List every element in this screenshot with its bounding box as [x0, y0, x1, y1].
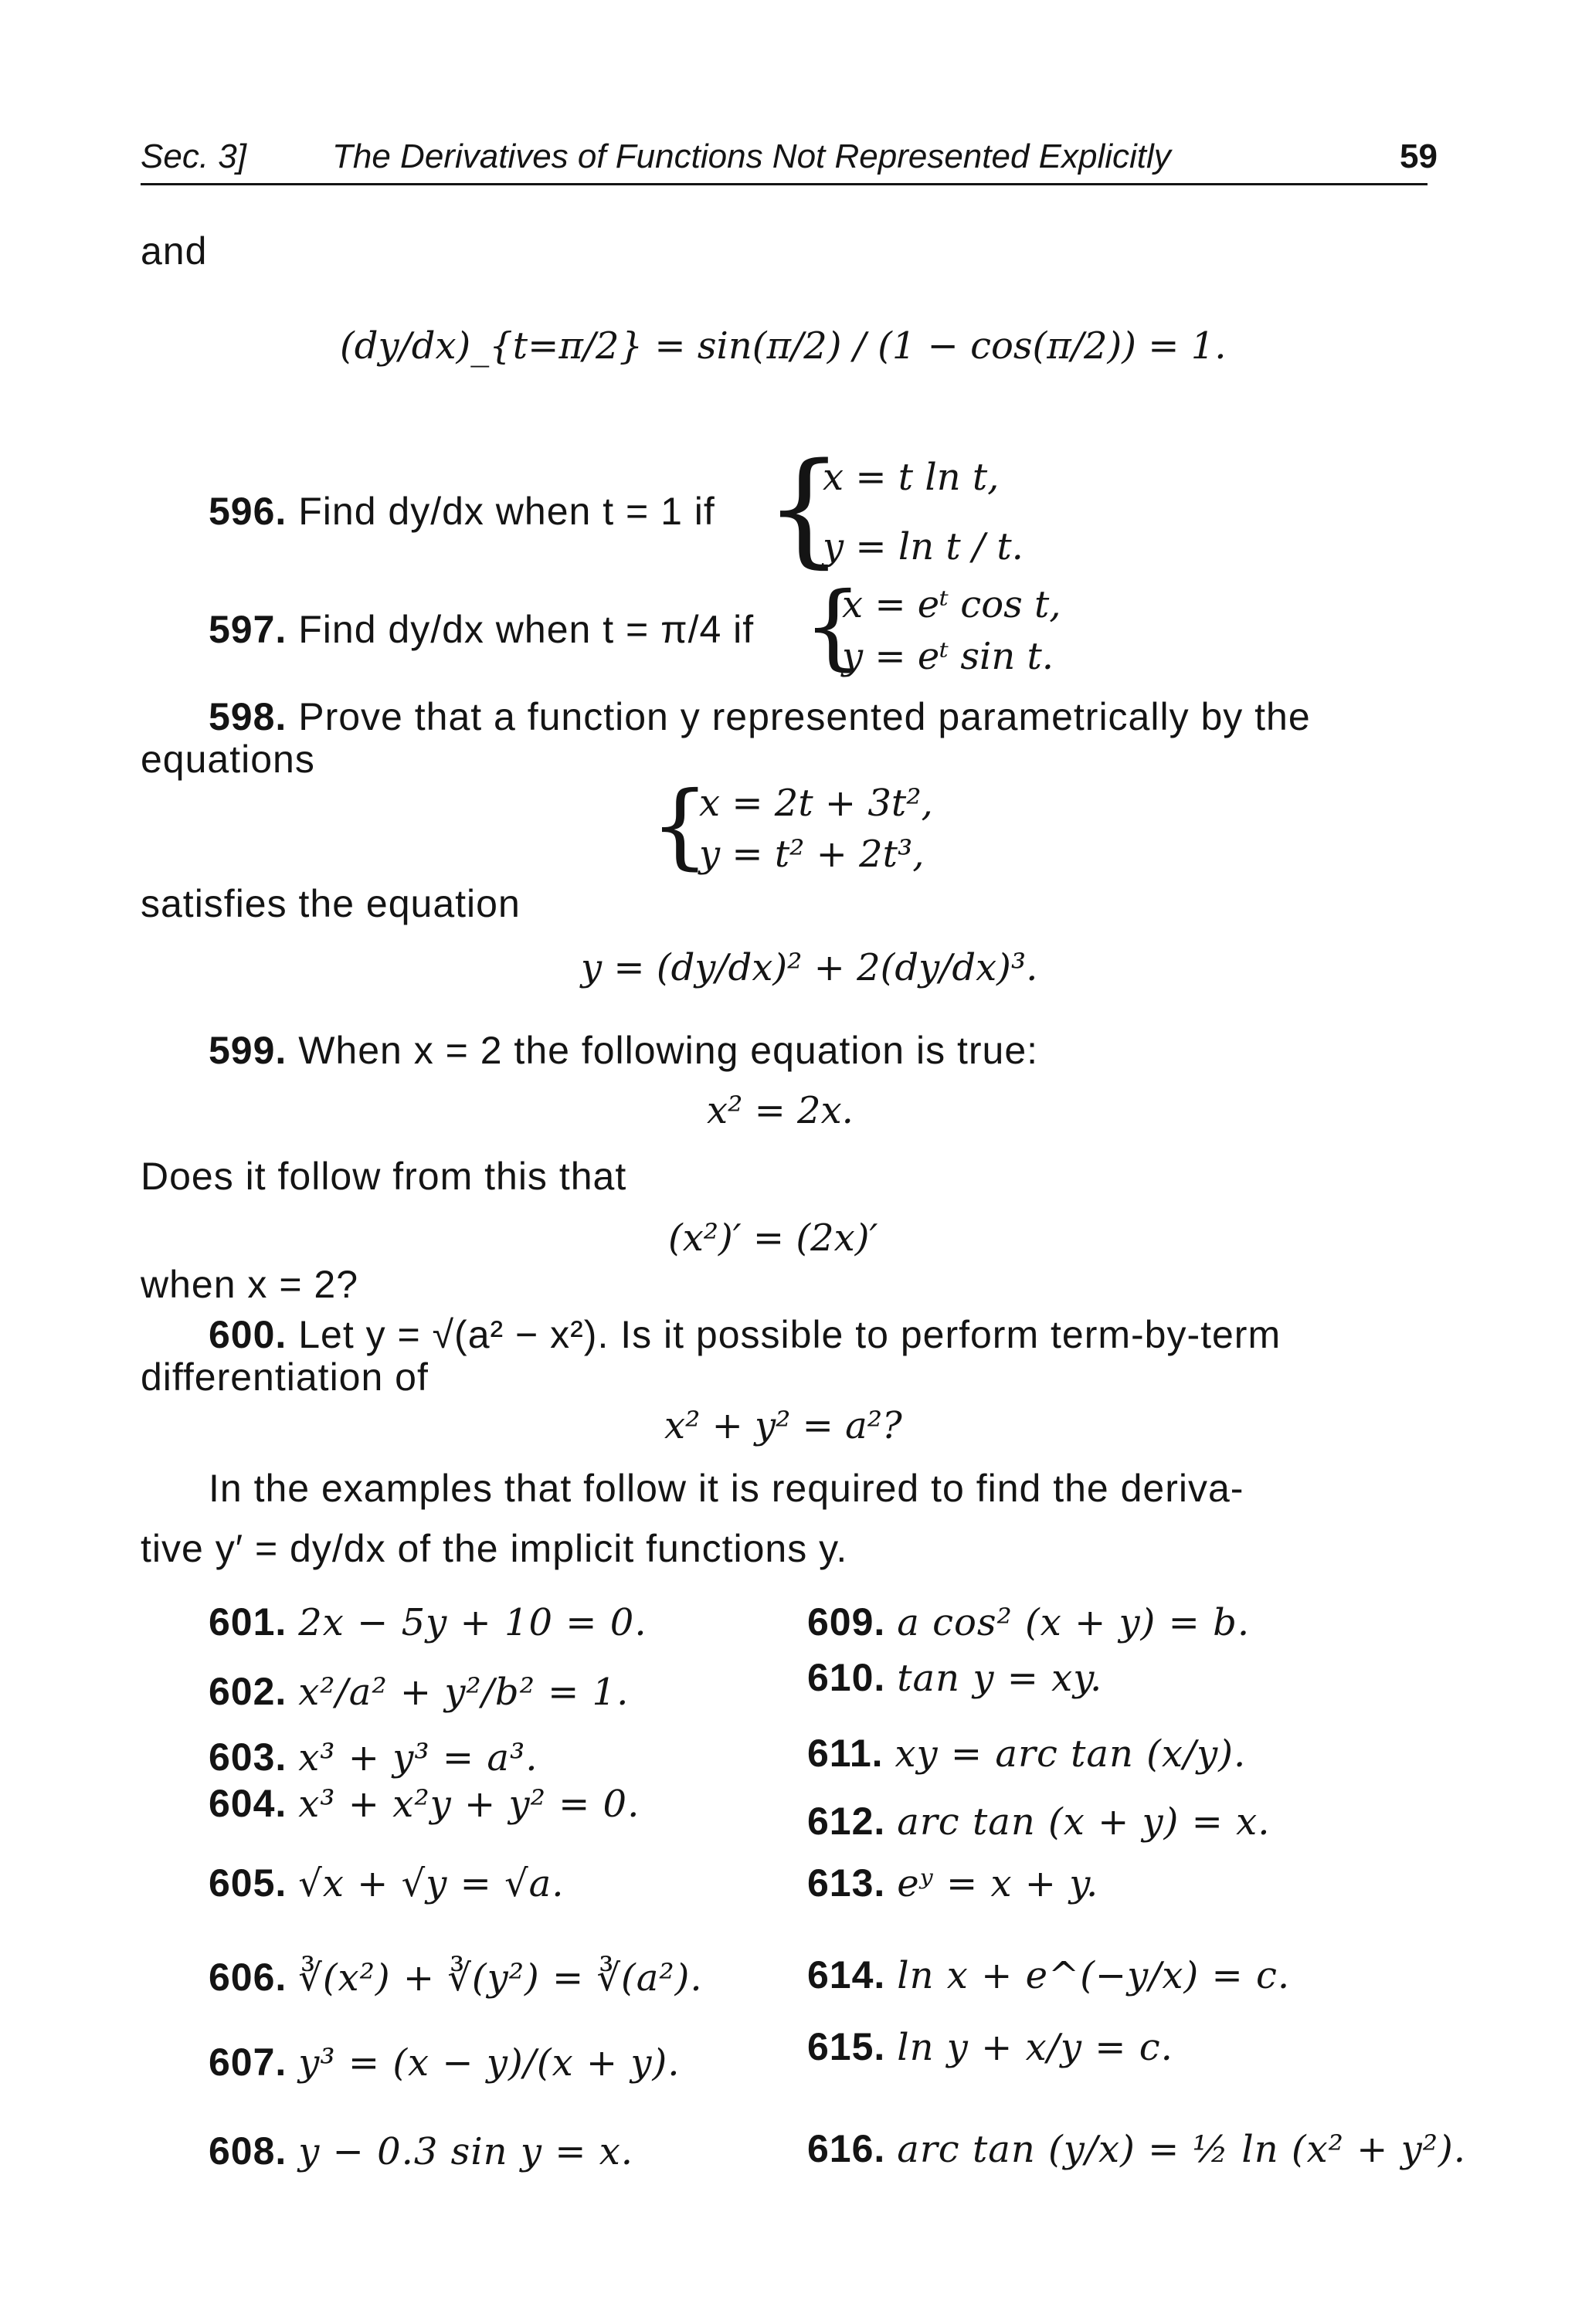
problem-602	[209, 1668, 629, 1715]
problem-603	[209, 1734, 538, 1781]
equation: x² = 2x.	[707, 1089, 854, 1132]
problem-equation: y³ = (x − y)/(x + y).	[298, 2041, 681, 2085]
problem-equation: √x + √y = √a.	[298, 1862, 565, 1905]
problem-600	[209, 1311, 1281, 1358]
running-title: The Derivatives of Functions Not Represented Explicitly	[332, 137, 1171, 175]
left-brace: {	[765, 436, 844, 580]
problem-equation: arc tan (y/x) = ½ ln (x² + y²).	[897, 2128, 1466, 2171]
problem-equation: ∛(x²) + ∛(y²) = ∛(a²).	[298, 1956, 703, 2000]
instruction-line: In the examples that follow it is required to find the deriva-	[209, 1467, 1244, 1510]
section-label: Sec. 3]	[141, 137, 246, 175]
problem-608	[209, 2128, 633, 2175]
equation-x: x = t ln t,	[823, 456, 1000, 499]
problem-equation: a cos² (x + y) = b.	[897, 1601, 1251, 1644]
problem-607	[209, 2039, 681, 2086]
equation-target: y = (dy/dx)² + 2(dy/dx)³.	[581, 946, 1038, 989]
problem-number: 600.	[209, 1313, 287, 1356]
equation: (x²)′ = (2x)′	[668, 1216, 878, 1260]
problem-equation: x³ + x²y + y² = 0.	[298, 1783, 640, 1826]
problem-616	[807, 2126, 1466, 2173]
problem-598-cont: satisfies the equation	[141, 882, 521, 925]
left-brace: {	[650, 772, 710, 880]
problem-equation: xy = arc tan (x/y).	[895, 1732, 1247, 1776]
problem-text: Find dy/dx when t = π/4 if	[298, 608, 755, 651]
header-rule	[141, 183, 1428, 185]
problem-number: 608.	[209, 2129, 287, 2173]
problem-number: 596.	[209, 490, 287, 533]
problem-610	[807, 1654, 1102, 1701]
intro-formula: (dy/dx)_{t=π/2} = sin(π/2) / (1 − cos(π/2)) = 1.	[340, 324, 1227, 368]
problem-number: 615.	[807, 2025, 886, 2068]
problem-number: 613.	[807, 1861, 886, 1905]
problem-equation: x³ + y³ = a³.	[298, 1736, 538, 1779]
problem-number: 599.	[209, 1029, 287, 1072]
problem-614	[807, 1952, 1290, 1999]
problem-equation: ln y + x/y = c.	[897, 2026, 1173, 2069]
problem-equation: x²/a² + y²/b² = 1.	[298, 1671, 630, 1714]
problem-number: 607.	[209, 2041, 287, 2084]
problem-equation: tan y = xy.	[897, 1657, 1103, 1700]
left-brace: {	[803, 573, 863, 680]
equation-y: y = eᵗ sin t.	[842, 635, 1054, 678]
problem-599	[209, 1027, 1038, 1074]
problem-599-cont: when x = 2?	[141, 1263, 359, 1306]
problem-equation: 2x − 5y + 10 = 0.	[298, 1601, 647, 1644]
problem-number: 609.	[807, 1600, 886, 1644]
problem-equation: arc tan (x + y) = x.	[897, 1800, 1271, 1844]
problem-text: Let y = √(a² − x²). Is it possible to perform term-by-term	[298, 1313, 1282, 1356]
problem-equation: y − 0.3 sin y = x.	[298, 2130, 634, 2173]
problem-613	[807, 1860, 1098, 1907]
problem-equation: ln x + e^(−y/x) = c.	[897, 1954, 1291, 1997]
problem-text: Find dy/dx when t = 1 if	[298, 490, 715, 533]
equation-y: y = t² + 2t³,	[699, 833, 925, 876]
problem-number: 616.	[807, 2127, 886, 2170]
problem-597	[209, 606, 754, 653]
problem-606	[209, 1954, 703, 2001]
problem-615	[807, 2024, 1173, 2071]
problem-number: 611.	[807, 1732, 884, 1775]
problem-equation: eʸ = x + y.	[897, 1862, 1099, 1905]
equation-x: x = eᵗ cos t,	[842, 583, 1061, 626]
problem-598-cont: equations	[141, 738, 315, 781]
problem-598	[209, 694, 1311, 740]
intro-text: and	[141, 229, 208, 273]
problem-604	[209, 1780, 640, 1827]
problem-number: 610.	[807, 1656, 886, 1699]
problem-text: When x = 2 the following equation is true:	[298, 1029, 1039, 1072]
problem-605	[209, 1860, 565, 1907]
problem-number: 606.	[209, 1956, 287, 1999]
page-number: 59	[1400, 137, 1438, 175]
problem-number: 604.	[209, 1782, 287, 1825]
problem-number: 601.	[209, 1600, 287, 1644]
problem-611	[807, 1730, 1246, 1777]
problem-599-cont: Does it follow from this that	[141, 1155, 627, 1198]
problem-number: 597.	[209, 608, 287, 651]
problem-601	[209, 1599, 647, 1646]
problem-number: 605.	[209, 1861, 287, 1905]
problem-612	[807, 1798, 1270, 1845]
problem-number: 614.	[807, 1953, 886, 1997]
problem-number: 598.	[209, 695, 287, 738]
problem-number: 602.	[209, 1670, 287, 1713]
equation: x² + y² = a²?	[664, 1404, 902, 1447]
equation-y: y = ln t / t.	[823, 525, 1024, 568]
problem-600-cont: differentiation of	[141, 1355, 429, 1399]
problem-number: 612.	[807, 1800, 886, 1843]
problem-596	[209, 488, 715, 534]
instruction-line: tive y′ = dy/dx of the implicit functions y.	[141, 1527, 848, 1570]
problem-text: Prove that a function y represented parametrically by the	[298, 695, 1311, 738]
problem-number: 603.	[209, 1735, 287, 1779]
equation-x: x = 2t + 3t²,	[699, 782, 933, 825]
problem-609	[807, 1599, 1250, 1646]
